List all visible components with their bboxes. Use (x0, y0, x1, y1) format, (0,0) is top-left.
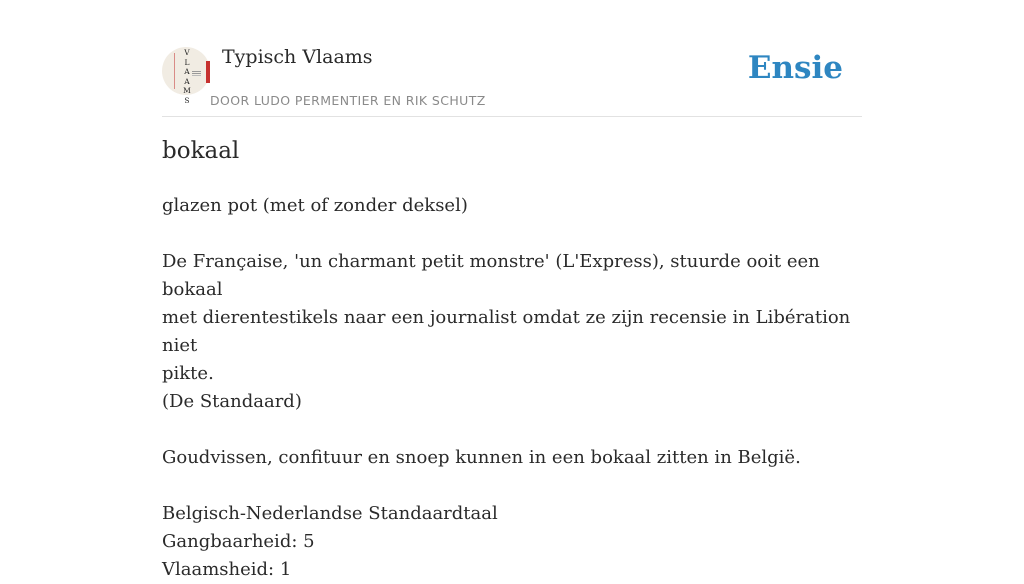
vlaamsheid-rating: Vlaamsheid: 1 (162, 559, 292, 580)
entry-note: Goudvissen, confituur en snoep kunnen in een bokaal zitten in België. (162, 447, 801, 468)
entry-category: Belgisch-Nederlandse Standaardtaal (162, 503, 498, 524)
ensie-logo-link[interactable]: Ensie (747, 50, 843, 86)
logo-letters (181, 48, 193, 105)
logo-letter: M (183, 86, 191, 95)
entry-definition: glazen pot (met of zonder deksel) (162, 195, 468, 216)
logo-text-lines (192, 71, 201, 72)
logo-letter: S (184, 95, 190, 105)
logo-letter: A (184, 76, 190, 86)
logo-accent-line (174, 53, 175, 89)
entry-term: bokaal (162, 138, 240, 164)
entry-content (162, 192, 862, 584)
authors-byline: DOOR LUDO PERMENTIER EN RIK SCHUTZ (210, 93, 486, 108)
quote-line: met dierentestikels naar een journalist omdat ze zijn recensie in Libération niet (162, 307, 851, 356)
logo-letter: L (184, 57, 190, 67)
gangbaarheid-rating: Gangbaarheid: 5 (162, 531, 315, 552)
page (162, 0, 862, 580)
logo-red-spine (206, 61, 210, 83)
quote-source: (De Standaard) (162, 391, 302, 412)
quote-line: pikte. (162, 363, 214, 384)
logo-letter: A (184, 67, 190, 76)
quote-line: De Française, 'un charmant petit monstre' (L'Express), stuurde ooit een bokaal (162, 251, 820, 300)
book-cover-avatar[interactable] (162, 47, 210, 105)
site-title[interactable]: Typisch Vlaams (222, 46, 373, 68)
spacer (162, 416, 862, 444)
logo-letter: V (184, 48, 190, 57)
spacer (162, 472, 862, 500)
spacer (162, 220, 862, 248)
site-header (162, 40, 862, 117)
